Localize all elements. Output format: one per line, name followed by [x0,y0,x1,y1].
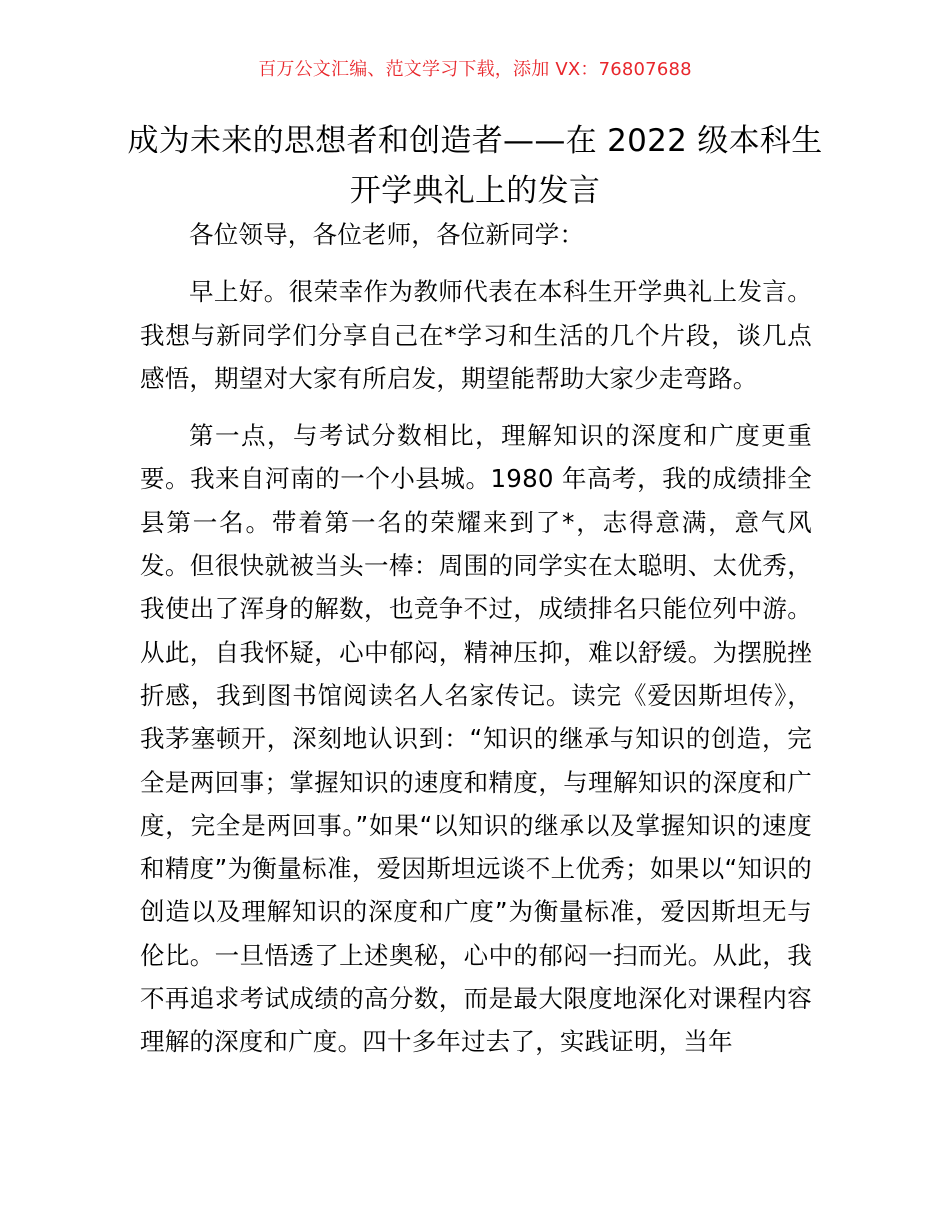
paragraph-greeting: 早上好。很荣幸作为教师代表在本科生开学典礼上发言。我想与新同学们分享自己在*学习和生活的几个片段，谈几点感悟，期望对大家有所启发，期望能帮助大家少走弯路。 [140,277,812,393]
watermark-header: 百万公文汇编、范文学习下载，添加 VX：76807688 [258,59,692,80]
paragraph-point-one: 第一点，与考试分数相比，理解知识的深度和广度更重要。我来自河南的一个小县城。1980 年高考，我的成绩排全县第一名。带着第一名的荣耀来到了*，志得意满，意气风发。但很快就被当头一棒：周围的同学实在太聪明、太优秀，我使出了浑身的解数，也竞争不过，成绩排名只能位列中游。从此，自我怀疑，心中郁闷，精神压抑，难以舒缓。为摆脱挫折感，我到图书馆阅读名人名家传记。读完《爱因斯坦传》，我茅塞顿开，深刻地认识到：“知识的继承与知识的创造，完全是两回事；掌握知识的速度和精度，与理解知识的深度和广度，完全是两回事。”如果“以知识的继承以及掌握知识的速度和精度”为衡量标准，爱因斯坦远谈不上优秀；如果以“知识的创造以及理解知识的深度和广度”为衡量标准，爱因斯坦无与伦比。一旦悟透了上述奥秘，心中的郁闷一扫而光。从此，我不再追求考试成绩的高分数，而是最大限度地深化对课程内容理解的深度和广度。四十多年过去了，实践证明，当年 [140,421,812,1057]
document-body [140,213,812,1064]
salutation: 各位领导，各位老师，各位新同学： [189,220,585,249]
document-title: 成为未来的思想者和创造者——在 2022 级本科生开学典礼上的发言 [127,123,823,209]
